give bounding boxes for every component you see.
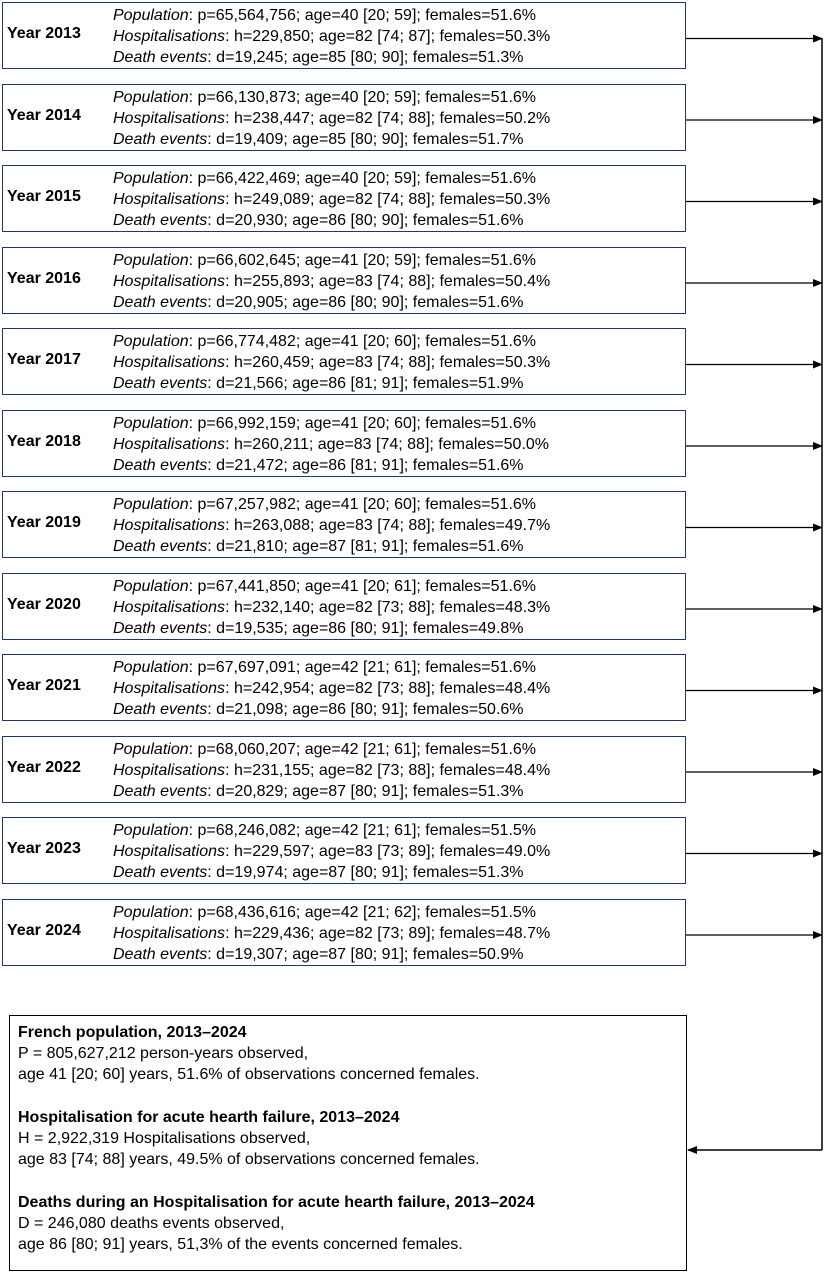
- population-line: Population: p=67,257,982; age=41 [20; 60]; females=51.6%: [113, 496, 537, 513]
- hospitalisations-line: Hospitalisations: h=231,155; age=82 [73; 88]; females=48.4%: [113, 761, 551, 779]
- year-box: [2, 573, 686, 640]
- year-label: Year 2018: [7, 432, 81, 450]
- year-label: Year 2015: [7, 188, 81, 205]
- year-label: Year 2016: [7, 269, 81, 287]
- population-line: Population: p=65,564,756; age=40 [20; 59]; females=51.6%: [113, 7, 537, 24]
- population-line: Population: p=67,697,091; age=42 [21; 61]; females=51.6%: [113, 659, 537, 676]
- summary-hospitalisation-line2: age 83 [74; 88] years, 49.5% of observations concerned females.: [18, 1151, 480, 1168]
- summary-hospitalisation: [18, 1107, 678, 1170]
- death-events-line: Death events: d=20,905; age=86 [80; 90]; females=51.6%: [113, 293, 524, 311]
- hospitalisations-line: Hospitalisations: h=229,597; age=83 [73; 89]; females=49.0%: [113, 843, 551, 860]
- summary-deaths: [18, 1192, 678, 1255]
- year-box: [2, 736, 686, 803]
- summary-hospitalisation-title: Hospitalisation for acute hearth failure, 2013–2024: [18, 1109, 400, 1126]
- hospitalisations-line: Hospitalisations: h=229,436; age=82 [73; 89]; females=48.7%: [113, 924, 551, 942]
- year-box: [2, 410, 686, 477]
- summary-deaths-title: Deaths during an Hospitalisation for acute hearth failure, 2013–2024: [18, 1194, 535, 1211]
- summary-hospitalisation-line1: H = 2,922,319 Hospitalisations observed,: [18, 1130, 311, 1147]
- year-box: [2, 817, 686, 884]
- hospitalisations-line: Hospitalisations: h=232,140; age=82 [73; 88]; females=48.3%: [113, 598, 551, 616]
- hospitalisations-line: Hospitalisations: h=255,893; age=83 [74; 88]; females=50.4%: [113, 272, 551, 290]
- year-box: [2, 2, 686, 69]
- population-line: Population: p=66,422,469; age=40 [20; 59]; females=51.6%: [113, 170, 537, 187]
- death-events-line: Death events: d=19,409; age=85 [80; 90]; females=51.7%: [113, 130, 524, 148]
- death-events-line: Death events: d=20,930; age=86 [80; 90]; females=51.6%: [113, 212, 524, 229]
- death-events-line: Death events: d=21,098; age=86 [80; 91]; females=50.6%: [113, 701, 524, 718]
- population-line: Population: p=66,130,873; age=40 [20; 59]; females=51.6%: [113, 88, 537, 106]
- year-label: Year 2013: [7, 25, 81, 42]
- year-label: Year 2020: [7, 595, 81, 613]
- year-label: Year 2023: [7, 840, 81, 857]
- summary-population-line1: P = 805,627,212 person-years observed,: [18, 1045, 309, 1062]
- year-label: Year 2021: [7, 677, 81, 694]
- hospitalisations-line: Hospitalisations: h=238,447; age=82 [74; 88]; females=50.2%: [113, 109, 551, 127]
- hospitalisations-line: Hospitalisations: h=229,850; age=82 [74; 87]; females=50.3%: [113, 28, 551, 45]
- summary-population-line2: age 41 [20; 60] years, 51.6% of observations concerned females.: [18, 1066, 480, 1083]
- summary-box: [9, 1015, 687, 1271]
- year-box: [2, 165, 686, 232]
- population-line: Population: p=68,060,207; age=42 [21; 61]; females=51.6%: [113, 740, 537, 758]
- summary-deaths-line2: age 86 [80; 91] years, 51,3% of the events concerned females.: [18, 1236, 463, 1253]
- death-events-line: Death events: d=19,535; age=86 [80; 91]; females=49.8%: [113, 619, 524, 637]
- hospitalisations-line: Hospitalisations: h=249,089; age=82 [74; 88]; females=50.3%: [113, 191, 551, 208]
- population-line: Population: p=66,602,645; age=41 [20; 59]; females=51.6%: [113, 251, 537, 269]
- year-label: Year 2017: [7, 351, 81, 368]
- summary-deaths-line1: D = 246,080 deaths events observed,: [18, 1215, 285, 1232]
- population-line: Population: p=66,774,482; age=41 [20; 60]; females=51.6%: [113, 333, 537, 350]
- year-box: [2, 247, 686, 314]
- death-events-line: Death events: d=21,566; age=86 [81; 91]; females=51.9%: [113, 375, 524, 392]
- population-line: Population: p=67,441,850; age=41 [20; 61]; females=51.6%: [113, 577, 537, 595]
- population-line: Population: p=68,246,082; age=42 [21; 61]; females=51.5%: [113, 822, 537, 839]
- death-events-line: Death events: d=19,307; age=87 [80; 91]; females=50.9%: [113, 945, 524, 963]
- hospitalisations-line: Hospitalisations: h=242,954; age=82 [73; 88]; females=48.4%: [113, 680, 551, 697]
- year-box: [2, 328, 686, 395]
- population-line: Population: p=68,436,616; age=42 [21; 62]; females=51.5%: [113, 903, 537, 921]
- hospitalisations-line: Hospitalisations: h=263,088; age=83 [74; 88]; females=49.7%: [113, 517, 551, 534]
- death-events-line: Death events: d=21,472; age=86 [81; 91]; females=51.6%: [113, 456, 524, 474]
- death-events-line: Death events: d=19,245; age=85 [80; 90]; females=51.3%: [113, 49, 524, 66]
- summary-population: [18, 1022, 678, 1085]
- hospitalisations-line: Hospitalisations: h=260,459; age=83 [74; 88]; females=50.3%: [113, 354, 551, 371]
- death-events-line: Death events: d=19,974; age=87 [80; 91]; females=51.3%: [113, 864, 524, 881]
- year-label: Year 2014: [7, 106, 81, 124]
- hospitalisations-line: Hospitalisations: h=260,211; age=83 [74; 88]; females=50.0%: [113, 435, 550, 453]
- year-label: Year 2022: [7, 758, 81, 776]
- year-label: Year 2019: [7, 514, 81, 531]
- population-line: Population: p=66,992,159; age=41 [20; 60]; females=51.6%: [113, 414, 537, 432]
- year-box: [2, 84, 686, 151]
- death-events-line: Death events: d=20,829; age=87 [80; 91]; females=51.3%: [113, 782, 524, 800]
- death-events-line: Death events: d=21,810; age=87 [81; 91]; females=51.6%: [113, 538, 524, 555]
- summary-population-title: French population, 2013–2024: [18, 1024, 247, 1041]
- year-box: [2, 654, 686, 721]
- year-box: [2, 491, 686, 558]
- year-label: Year 2024: [7, 921, 81, 939]
- year-box: [2, 899, 686, 966]
